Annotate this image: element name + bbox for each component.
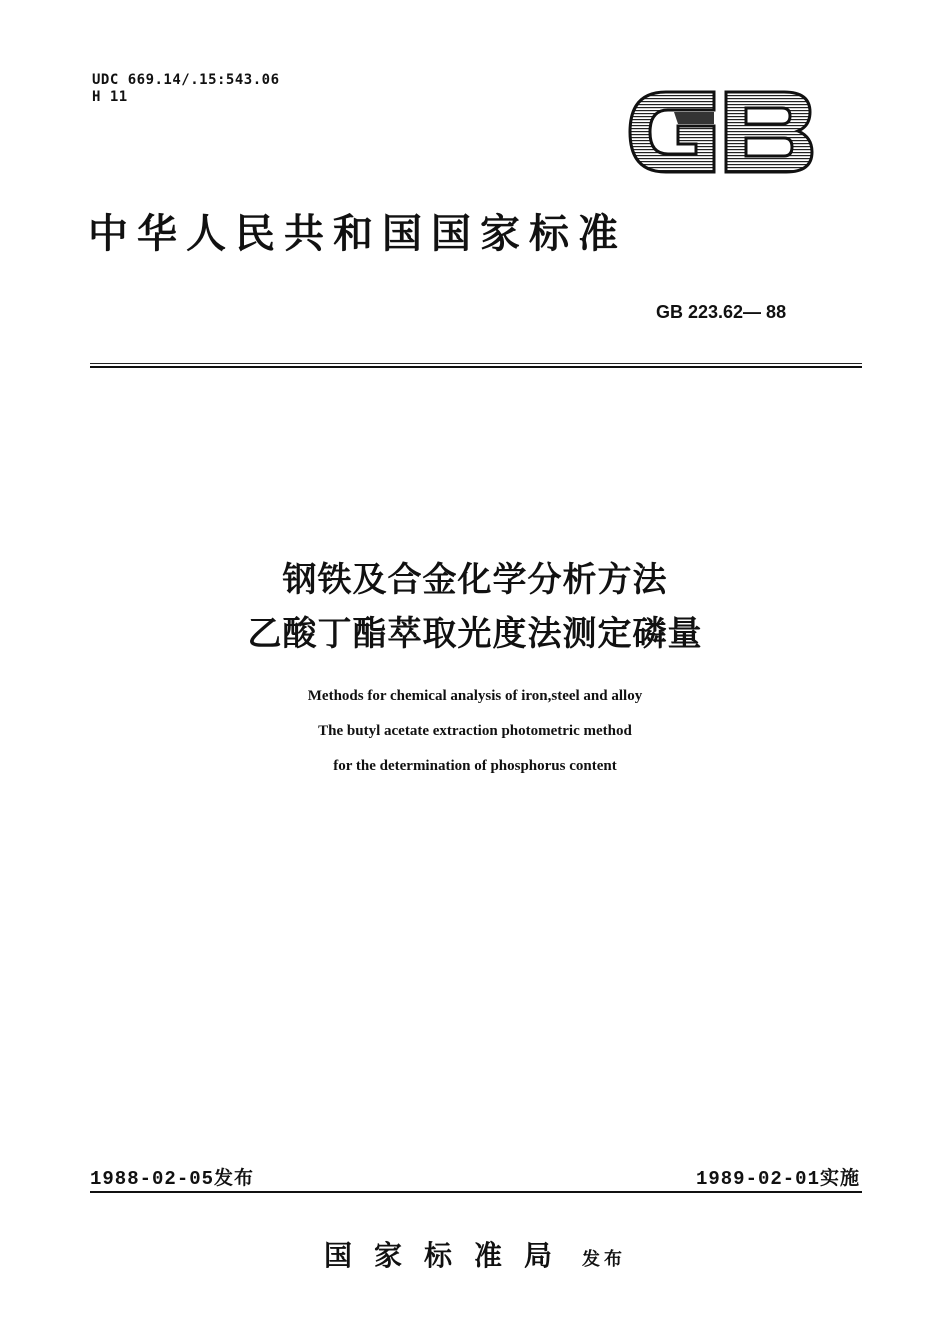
udc-code: UDC 669.14/.15:543.06 <box>92 72 280 88</box>
chinese-title-line-2: 乙酸丁酯萃取光度法测定磷量 <box>247 614 703 654</box>
english-title-line-2: The butyl acetate extraction photometric method <box>318 723 632 739</box>
classification-codes <box>92 72 280 106</box>
standard-number: GB 223.62— 88 <box>656 302 787 322</box>
chinese-title-line-1: 钢铁及合金化学分析方法 <box>282 560 668 600</box>
category-code: H 11 <box>92 89 128 105</box>
footer-divider <box>90 1191 862 1193</box>
gb-standard-logo-icon <box>626 86 816 178</box>
issue-date: 1988-02-05发布 <box>90 1168 255 1190</box>
implementation-date: 1989-02-01实施 <box>695 1168 860 1190</box>
issuer-name: 国家标准局 <box>323 1239 574 1272</box>
english-title-line-3: for the determination of phosphorus content <box>333 758 617 774</box>
header-divider-thick <box>90 366 862 368</box>
issuer-line <box>0 1234 950 1274</box>
english-title-line-1: Methods for chemical analysis of iron,steel and alloy <box>307 688 643 704</box>
header-divider-thin <box>90 363 862 364</box>
issuer-action: 发布 <box>582 1249 626 1270</box>
national-standard-title: 中华人民共和国国家标准 <box>88 210 627 257</box>
